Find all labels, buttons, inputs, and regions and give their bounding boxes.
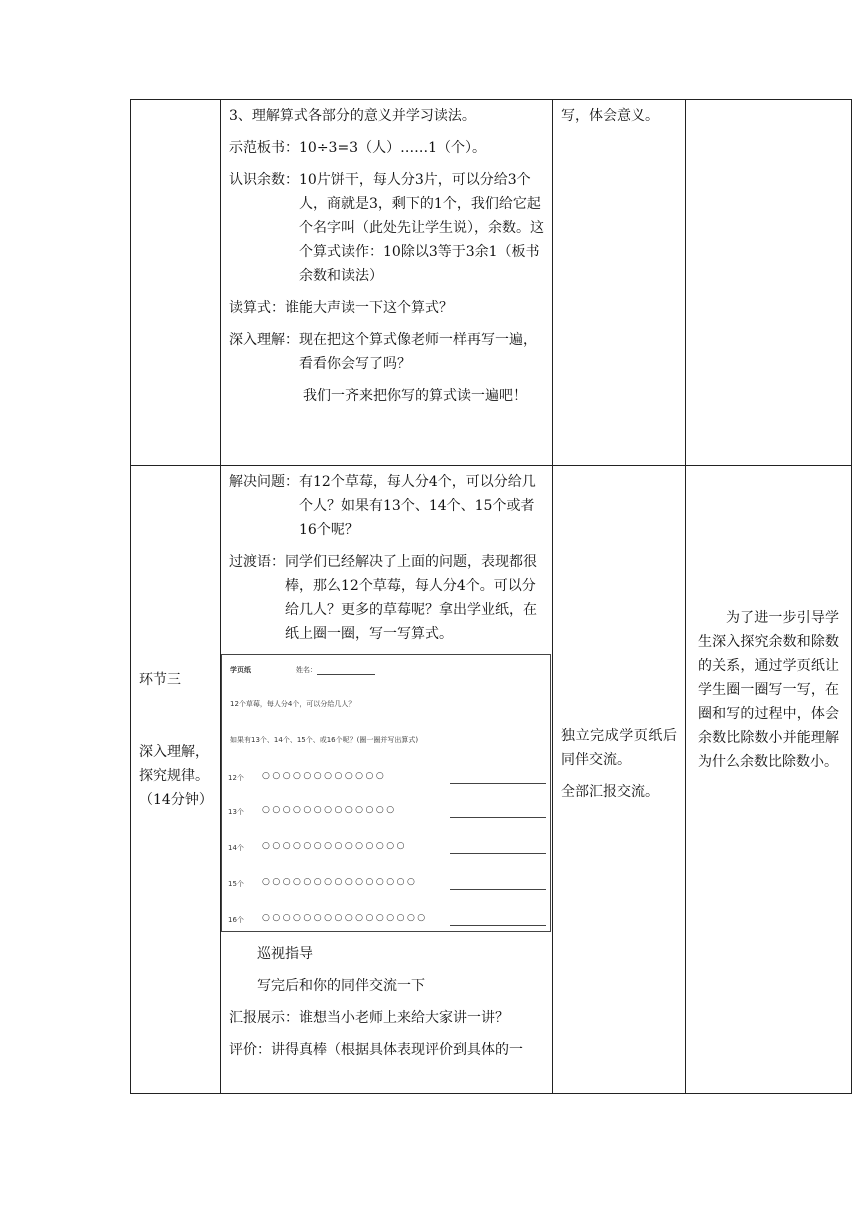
circle-row: ○○○○○○○○○○○○ <box>262 771 387 781</box>
stage-title: 环节三 <box>139 672 181 688</box>
paragraph-text: 同学们已经解决了上面的问题，表现都很棒，那么12个草莓，每人分4个。可以分给几人？更多的草莓呢？拿出学业纸，在纸上圈一圈，写一写算式。 <box>285 554 537 642</box>
row-label: 14个 <box>228 844 244 852</box>
hanging-paragraph <box>229 470 544 542</box>
paragraph-label: 认识余数： <box>229 172 299 188</box>
hanging-paragraph <box>229 550 544 646</box>
student-activity-cell <box>553 100 686 466</box>
design-intent-text: 为了进一步引导学生深入探究余数和除数的关系，通过学页纸让学生圈一圈写一写，在圈和写的过程中，体会余数比除数小并能理解为什么余数比除数小。 <box>698 610 839 770</box>
worksheet-row <box>228 879 546 891</box>
paragraph: 读算式：谁能大声读一下这个算式？ <box>229 300 453 316</box>
hanging-paragraph <box>229 328 544 376</box>
worksheet-title: 学页纸 <box>230 666 251 674</box>
paragraph: 独立完成学页纸后同伴交流。 <box>561 728 677 768</box>
paragraph: 全部汇报交流。 <box>561 784 659 800</box>
worksheet-row <box>228 773 546 785</box>
paragraph: 评价：讲得真棒（根据具体表现评价到具体的一 <box>229 1042 523 1058</box>
teacher-activity-cell <box>221 466 553 1094</box>
worksheet-row <box>228 843 546 855</box>
answer-line <box>450 925 546 926</box>
paragraph: 汇报展示：谁想当小老师上来给大家讲一讲？ <box>229 1010 509 1026</box>
worksheet-question: 如果有13个、14个、15个、或16个呢？(圈一圈并写出算式) <box>230 736 419 744</box>
stage-cell <box>131 100 221 466</box>
paragraph-label: 解决问题： <box>229 474 299 490</box>
paragraph-label: 过渡语： <box>229 554 285 570</box>
paragraph-text: 10片饼干，每人分3片，可以分给3个人，商就是3，剩下的1个，我们给它起个名字叫（此处先让学生说），余数。这个算式读作：10除以3等于3余1（板书余数和读法） <box>299 172 544 284</box>
worksheet-name-field <box>296 665 375 675</box>
answer-line <box>450 817 546 818</box>
row-label: 13个 <box>228 808 244 816</box>
hanging-paragraph <box>229 168 544 288</box>
circle-row: ○○○○○○○○○○○○○ <box>262 805 397 815</box>
design-intent-cell <box>686 100 852 466</box>
paragraph: 示范板书：10÷3=3（人）……1（个）。 <box>229 140 486 156</box>
worksheet-question: 12个草莓，每人分4个，可以分给几人？ <box>230 700 356 708</box>
stage-cell <box>131 466 221 1094</box>
design-intent-cell <box>686 466 852 1094</box>
circle-row: ○○○○○○○○○○○○○○○ <box>262 877 418 887</box>
answer-line <box>450 783 546 784</box>
teacher-activity-cell <box>221 100 553 466</box>
name-blank <box>317 666 375 675</box>
circle-row: ○○○○○○○○○○○○○○ <box>262 841 407 851</box>
paragraph-text: 现在把这个算式像老师一样再写一遍，看看你会写了吗？ <box>299 332 537 372</box>
row-label: 15个 <box>228 880 244 888</box>
stage-time: （14分钟） <box>139 792 213 808</box>
stage-goal: 深入理解，探究规律。 <box>139 744 209 784</box>
table-row <box>131 466 852 1094</box>
table-row <box>131 100 852 466</box>
answer-line <box>450 853 546 854</box>
worksheet-image <box>221 654 551 932</box>
paragraph: 写，体会意义。 <box>561 108 659 124</box>
worksheet-row <box>228 915 546 927</box>
circle-row: ○○○○○○○○○○○○○○○○ <box>262 913 428 923</box>
student-activity-cell <box>553 466 686 1094</box>
paragraph: 3、理解算式各部分的意义并学习读法。 <box>229 108 476 124</box>
paragraph: 我们一齐来把你写的算式读一遍吧！ <box>303 388 527 404</box>
lesson-plan-table <box>130 99 852 1094</box>
paragraph: 写完后和你的同伴交流一下 <box>257 978 425 994</box>
paragraph-text: 有12个草莓，每人分4个，可以分给几个人？如果有13个、14个、15个或者16个呢？ <box>299 474 536 538</box>
paragraph-label: 深入理解： <box>229 332 299 348</box>
row-label: 12个 <box>228 774 244 782</box>
answer-line <box>450 889 546 890</box>
row-label: 16个 <box>228 916 244 924</box>
name-label: 姓名： <box>296 666 317 674</box>
paragraph: 巡视指导 <box>257 946 313 962</box>
worksheet-row <box>228 807 546 819</box>
